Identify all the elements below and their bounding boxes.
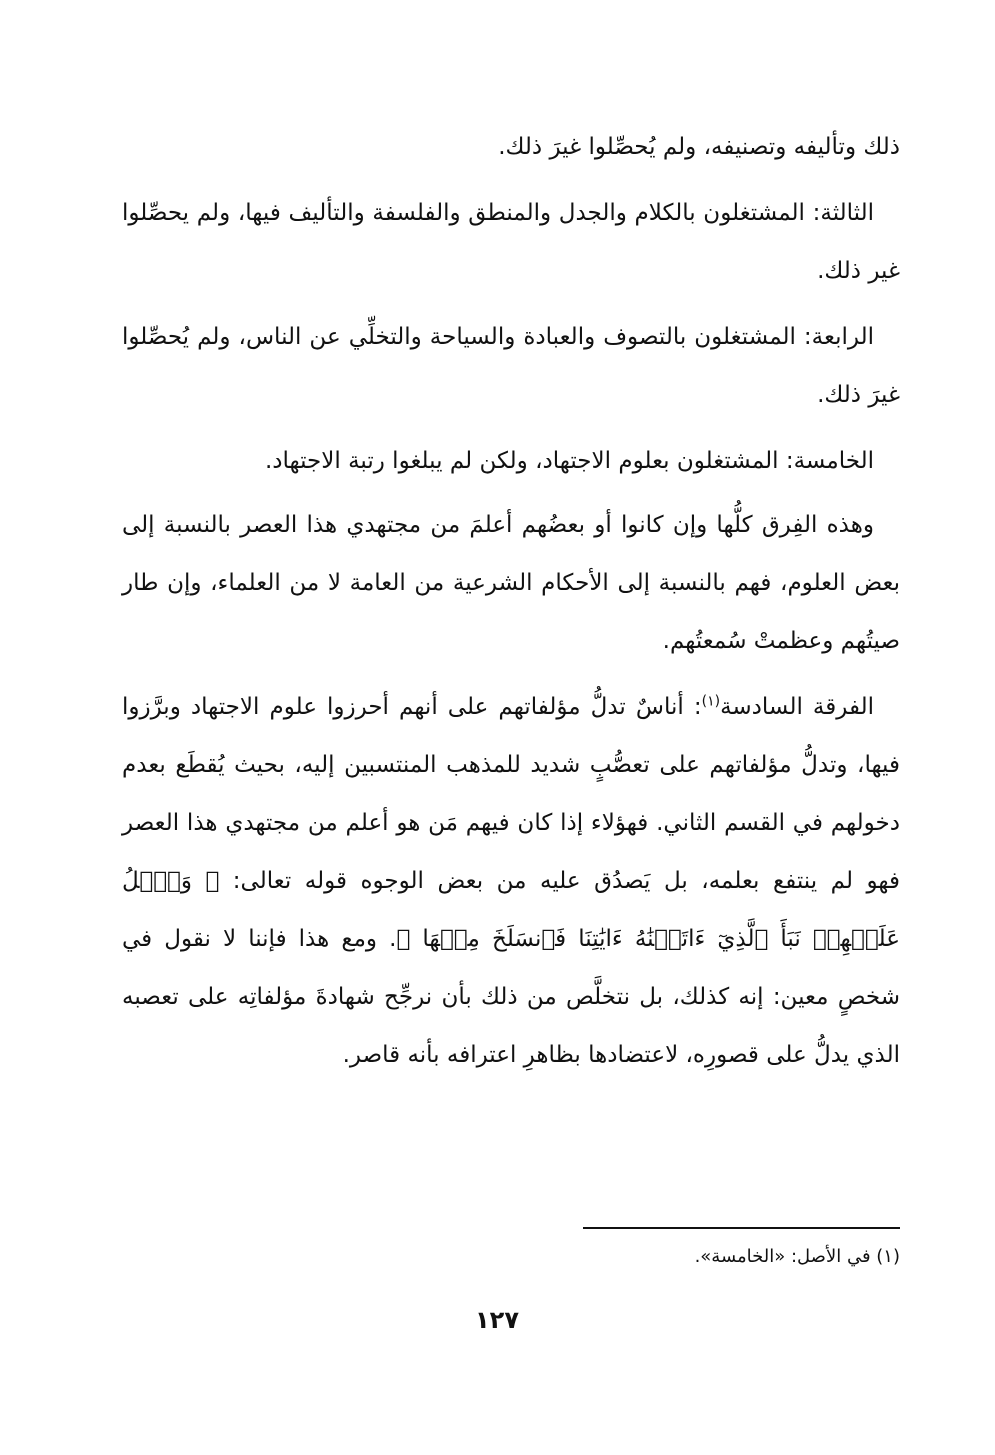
quran-verse: ﴿ وَٱتۡلُ عَلَيۡهِمۡ نَبَأَ ٱلَّذِيٓ ءَاتَيۡنَٰهُ ءَايَٰتِنَا فَٱنسَلَخَ مِنۡهَا ﴾: [122, 868, 900, 952]
sixth-group-conclusion: . ومع هذا فإننا لا نقول في شخصٍ معين: إنه كذلك، بل نتخلَّص من ذلك بأن نرجِّح شهادةَ مؤلفاتِه على تعصبه الذي يدلُّ على قصورِه، لاعتضادها بظاهرِ اعترافه بأنه قاصر.: [122, 926, 900, 1068]
paragraph-third-group: الثالثة: المشتغلون بالكلام والجدل والمنطق والفلسفة والتأليف فيها، ولم يحصِّلوا غير ذلك.: [122, 200, 900, 284]
footnote: (١) في الأصل: «الخامسة».: [694, 1246, 900, 1267]
footnote-separator: [583, 1227, 900, 1229]
page-number: ١٢٧: [475, 1306, 519, 1334]
paragraph-groups-summary: وهذه الفِرق كلُّها وإن كانوا أو بعضُهم أعلمَ من مجتهدي هذا العصر بالنسبة إلى بعض العلوم، فهم بالنسبة إلى الأحكام الشرعية من العامة لا من العلماء، وإن طار صيتُهم وعظمتْ سُمعتُهم.: [122, 512, 900, 654]
main-text: [122, 118, 900, 1092]
footnote-reference: (١): [701, 693, 721, 710]
sixth-group-lead: الفرقة السادسة: [720, 694, 874, 720]
paragraph-continuation: ذلك وتأليفه وتصنيفه، ولم يُحصِّلوا غيرَ ذلك.: [498, 134, 900, 160]
paragraph-sixth-group: [122, 678, 900, 1084]
paragraph-fourth-group: الرابعة: المشتغلون بالتصوف والعبادة والسياحة والتخلِّي عن الناس، ولم يُحصِّلوا غيرَ ذلك.: [122, 324, 900, 408]
sixth-group-text: : أناسٌ تدلُّ مؤلفاتهم على أنهم أحرزوا علوم الاجتهاد وبرَّزوا فيها، وتدلُّ مؤلفاتهم على تعصُّبٍ شديد للمذهب المنتسبين إليه، بحيث يُقطَع بعدم دخولهم في القسم الثاني. فهؤلاء إذا كان فيهم مَن هو أعلم من مجتهدي هذا العصر فهو لم ينتفع بعلمه، بل يَصدُق عليه من بعض الوجوه قوله تعالى:: [122, 694, 900, 894]
paragraph-fifth-group: الخامسة: المشتغلون بعلوم الاجتهاد، ولكن لم يبلغوا رتبة الاجتهاد.: [264, 448, 874, 474]
